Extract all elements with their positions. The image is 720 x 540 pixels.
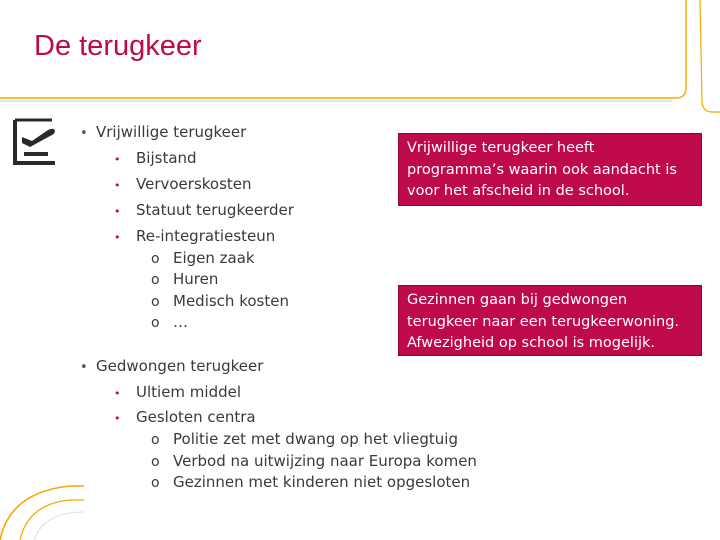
bullet-icon: • xyxy=(114,153,121,166)
list-item: o Eigen zaak xyxy=(151,249,255,267)
list-item: • Statuut terugkeerder xyxy=(114,200,294,222)
list-item: o Huren xyxy=(151,270,219,288)
list-item: o … xyxy=(151,313,188,331)
bullet-icon: • xyxy=(114,412,121,425)
list-item: • Vervoerskosten xyxy=(114,174,252,196)
bullet-icon: o xyxy=(151,272,160,288)
bullet-icon: • xyxy=(80,126,88,141)
bullet-icon: o xyxy=(151,315,160,331)
bullet-icon: o xyxy=(151,475,160,491)
bullet-icon: o xyxy=(151,251,160,267)
list-item: o Gezinnen met kinderen niet opgesloten xyxy=(151,473,471,491)
airplane-departure-icon xyxy=(12,117,58,167)
list-item: o Verbod na uitwijzing naar Europa komen xyxy=(151,452,477,470)
list-item: • Vrijwillige terugkeer xyxy=(80,122,246,144)
bullet-icon: • xyxy=(114,205,121,218)
list-item: • Ultiem middel xyxy=(114,382,241,404)
list-item: o Politie zet met dwang op het vliegtuig xyxy=(151,430,458,448)
list-item: • Gedwongen terugkeer xyxy=(80,356,263,378)
callout-voluntary: Vrijwillige terugkeer heeft programma’s waarin ook aandacht is voor het afscheid in de school. xyxy=(398,133,702,206)
list-item: • Re-integratiesteun xyxy=(114,226,275,248)
bullet-icon: • xyxy=(114,231,121,244)
bullet-icon: o xyxy=(151,454,160,470)
callout-forced: Gezinnen gaan bij gedwongen terugkeer naar een terugkeerwoning. Afwezigheid op school is mogelijk. xyxy=(398,285,702,356)
bullet-icon: o xyxy=(151,294,160,310)
bullet-icon: • xyxy=(80,360,88,375)
bullet-icon: o xyxy=(151,432,160,448)
bullet-icon: • xyxy=(114,179,121,192)
slide-title: De terugkeer xyxy=(34,30,202,62)
bullet-icon: • xyxy=(114,387,121,400)
list-item: o Medisch kosten xyxy=(151,292,289,310)
list-item: • Gesloten centra xyxy=(114,407,256,429)
list-item: • Bijstand xyxy=(114,148,197,170)
